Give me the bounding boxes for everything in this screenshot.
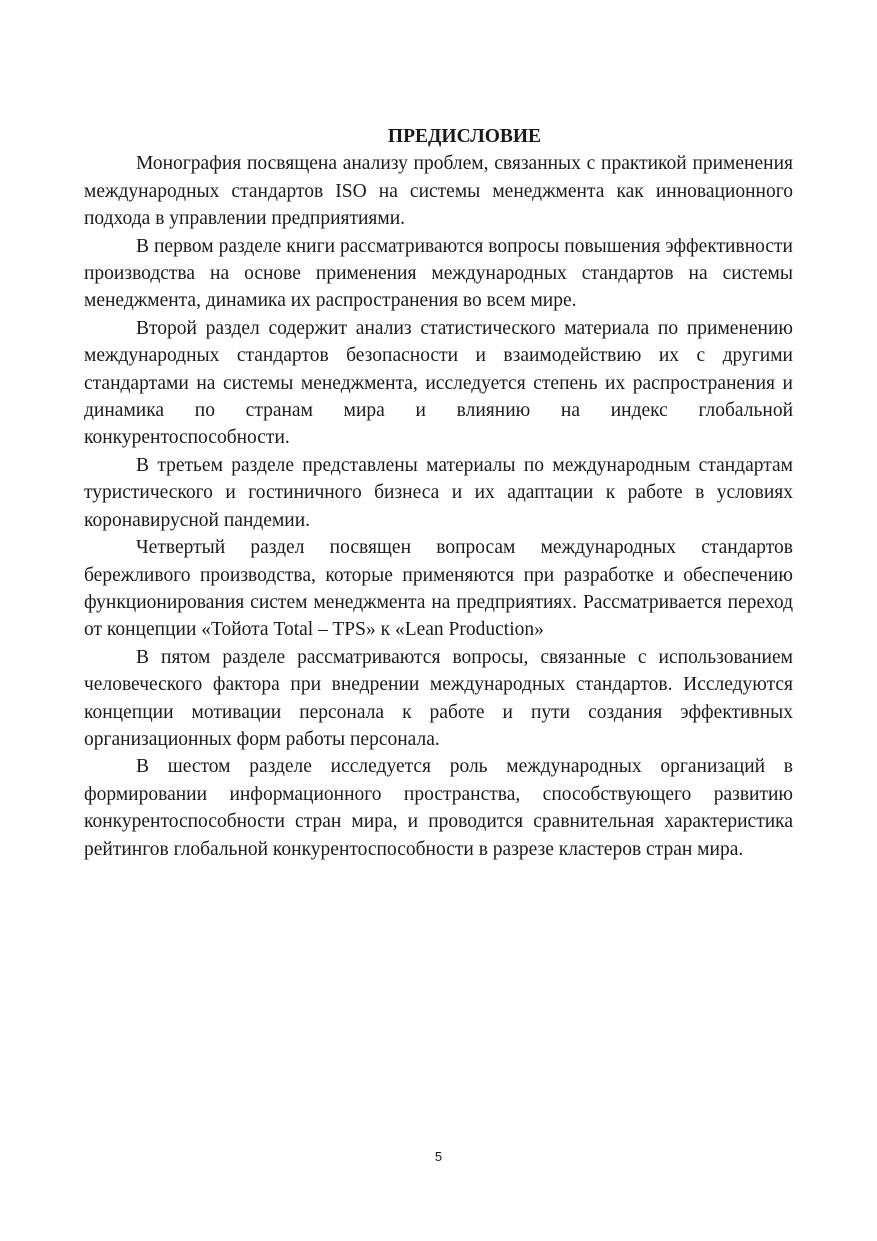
paragraph-section-1: В первом разделе книги рассматриваются вопросы повышения эффективности производства на основе применения международных стандартов на системы менеджмента, динамика их распространения во всем мире. bbox=[84, 235, 793, 312]
page-title: ПРЕДИСЛОВИЕ bbox=[387, 126, 542, 147]
page-number: 5 bbox=[434, 1149, 443, 1164]
paragraph-section-2: Второй раздел содержит анализ статистического материала по применению международных стандартов безопасности и взаимодействию их с другими стандартами на системы менеджмента, исследуется степень их распространения и динамика по странам мира и влиянию на индекс глобальной конкурентоспособности. bbox=[84, 317, 793, 449]
paragraph-section-3: В третьем разделе представлены материалы по международным стандартам туристического и гостиничного бизнеса и их адаптации к работе в условиях коронавирусной пандемии. bbox=[84, 454, 793, 531]
paragraph-section-4: Четвертый раздел посвящен вопросам международных стандартов бережливого производства, которые применяются при разработке и обеспечению функционирования систем менеджмента на предприятиях. Рассматривается переход от концепции «Тойота Total – TPS» к «Lean Production» bbox=[84, 537, 793, 641]
paragraph-section-5: В пятом разделе рассматриваются вопросы, связанные с использованием человеческого фактора при внедрении международных стандартов. Исследуются концепции мотивации персонала к работе и пути создания эффективных организационных форм работы персонала. bbox=[84, 646, 793, 750]
paragraph-intro: Монография посвящена анализу проблем, связанных с практикой применения международных стандартов ISO на системы менеджмента как инновационного подхода в управлении предприятиями. bbox=[84, 153, 793, 230]
page-content bbox=[84, 123, 793, 863]
paragraph-section-6: В шестом разделе исследуется роль международных организаций в формировании информационного пространства, способствующего развитию конкурентоспособности стран мира, и проводится сравнительная характеристика рейтингов глобальной конкурентоспособности в разрезе кластеров стран мира. bbox=[84, 756, 793, 860]
